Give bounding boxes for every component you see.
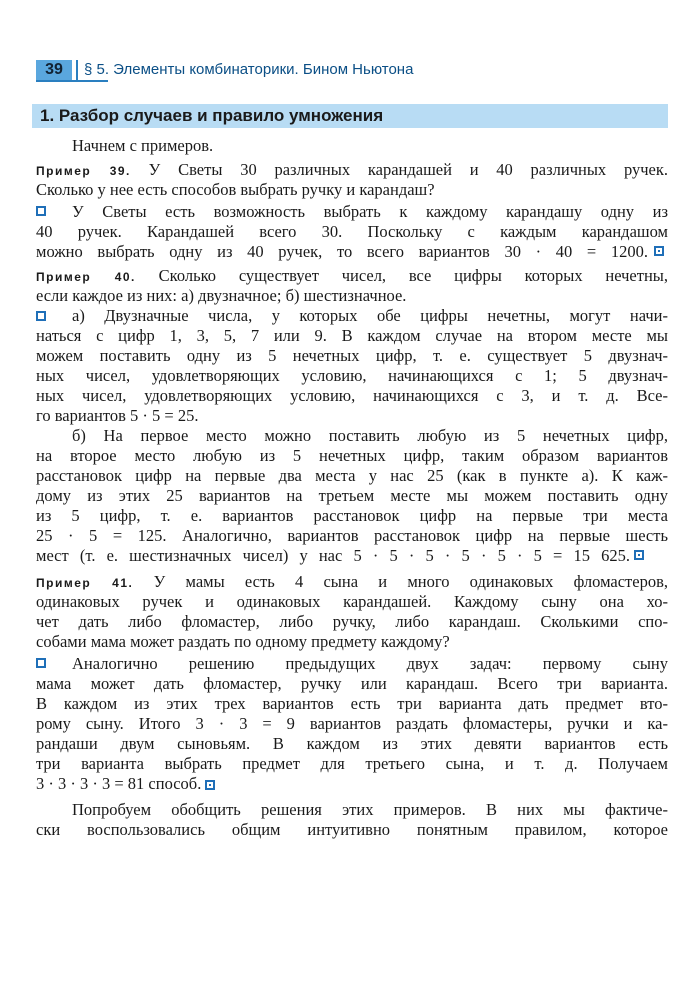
solution-end-icon — [654, 246, 664, 256]
solution-start-icon — [36, 311, 46, 321]
example-40-question-line: Пример 40. Сколько существует чисел, все цифры которых нечетны, — [36, 266, 669, 285]
example-39-question-line: Сколько у нее есть способов выбрать ручку и карандаш? — [36, 180, 435, 199]
example-40-question-line: если каждое из них: а) двузначное; б) шестизначное. — [36, 286, 407, 305]
example-41-solution-line: три варианта выбрать предмет для третьего сына, и т. д. Получаем — [36, 754, 668, 773]
page-number: 39 — [36, 60, 72, 80]
solution-start-icon — [36, 206, 46, 216]
intro-text: Начнем с примеров. — [72, 136, 214, 155]
example-40-solution-line: мест (т. е. шестизначных чисел) у нас 5 · 5 · 5 · 5 · 5 · 5 = 15 625. — [36, 546, 630, 565]
summary-line: Попробуем обобщить решения этих примеров. В них мы фактиче- — [72, 800, 668, 819]
example-40-solution-line: наться с цифр 1, 3, 5, 7 или 9. В каждом случае на втором месте мы — [36, 326, 668, 345]
solution-start-icon — [36, 658, 46, 668]
example-39-solution-line: можно выбрать одну из 40 ручек, то всего вариантов 30 · 40 = 1200. — [36, 242, 648, 261]
example-40-solution-line: а) Двузначные числа, у которых обе цифры нечетны, могут начи- — [72, 306, 668, 325]
example-40-solution-line: из 5 цифр, т. е. вариантов расстановок цифр на первые три места — [36, 506, 668, 525]
summary-line: ски воспользовались общим интуитивно понятным правилом, которое — [36, 820, 668, 839]
example-41-solution-line: мама может дать фломастер, ручку или карандаш. Всего три варианта. — [36, 674, 668, 693]
example-40-solution-line: 25 · 5 = 125. Аналогично, вариантов расстановок цифр на первые шесть — [36, 526, 668, 545]
example-40-solution-line: го вариантов 5 · 5 = 25. — [36, 406, 199, 425]
example-40-solution-line: дому из этих 25 вариантов на третьем месте мы можем поставить одну — [36, 486, 668, 505]
example-41-solution-line: рому сыну. Итого 3 · 3 = 9 вариантов раздать фломастеры, ручки и ка- — [36, 714, 668, 733]
example-39-solution-line: 40 ручек. Карандашей всего 30. Поскольку с каждым карандашом — [36, 222, 668, 241]
example-40-solution-line: ных чисел, удовлетворяющих условию, начинающихся с 3, и т. д. Все- — [36, 386, 668, 405]
header-underline — [36, 80, 108, 82]
example-40-solution-line: на второе место любую из 5 нечетных цифр, таким образом вариантов — [36, 446, 668, 465]
example-39-question-line: Пример 39. У Светы 30 различных карандашей и 40 различных ручек. — [36, 160, 668, 179]
example-41-solution-line: Аналогично решению предыдущих двух задач: первому сыну — [72, 654, 668, 673]
example-40-solution-line: б) На первое место можно поставить любую из 5 нечетных цифр, — [72, 426, 668, 445]
example-40-label: Пример 40. — [36, 270, 136, 284]
example-40-solution-line: ных чисел, удовлетворяющих условию, начинающихся с 1; 5 двузнач- — [36, 366, 668, 385]
solution-end-icon — [634, 550, 644, 560]
example-41-question-line: чет дать либо фломастер, либо ручку, либо карандаш. Сколькими спо- — [36, 612, 668, 631]
example-40-solution-line: можем поставить одну из 5 нечетных цифр, т. е. существует 5 двузнач- — [36, 346, 668, 365]
example-39-solution-line: У Светы есть возможность выбрать к каждому карандашу одну из — [72, 202, 668, 221]
example-41-solution-line: 3 · 3 · 3 · 3 = 81 способ. — [36, 774, 668, 794]
example-41-question-line: одинаковых ручек и одинаковых карандашей. Каждому сыну она хо- — [36, 592, 668, 611]
example-41-solution-line: рандаши двум сыновьям. В каждом из этих девяти вариантов есть — [36, 734, 668, 753]
example-41-question-line: Пример 41. У мамы есть 4 сына и много одинаковых фломастеров, — [36, 572, 669, 591]
example-41-question-line: собами мама может раздать по одному предмету каждому? — [36, 632, 450, 651]
example-41-label: Пример 41. — [36, 576, 134, 590]
example-41-solution-line: В каждом из этих трех вариантов есть три варианта дать предмет вто- — [36, 694, 668, 713]
running-header — [36, 58, 446, 82]
solution-end-icon — [205, 780, 215, 790]
example-40-solution-line: расстановок цифр на первые два места у нас 25 (как в пункте а). К каж- — [36, 466, 668, 485]
chapter-title: § 5. Элементы комбинаторики. Бином Ньютона — [84, 61, 414, 78]
example-39-label: Пример 39. — [36, 164, 131, 178]
section-heading: 1. Разбор случаев и правило умножения — [32, 104, 668, 128]
header-divider — [76, 60, 78, 82]
